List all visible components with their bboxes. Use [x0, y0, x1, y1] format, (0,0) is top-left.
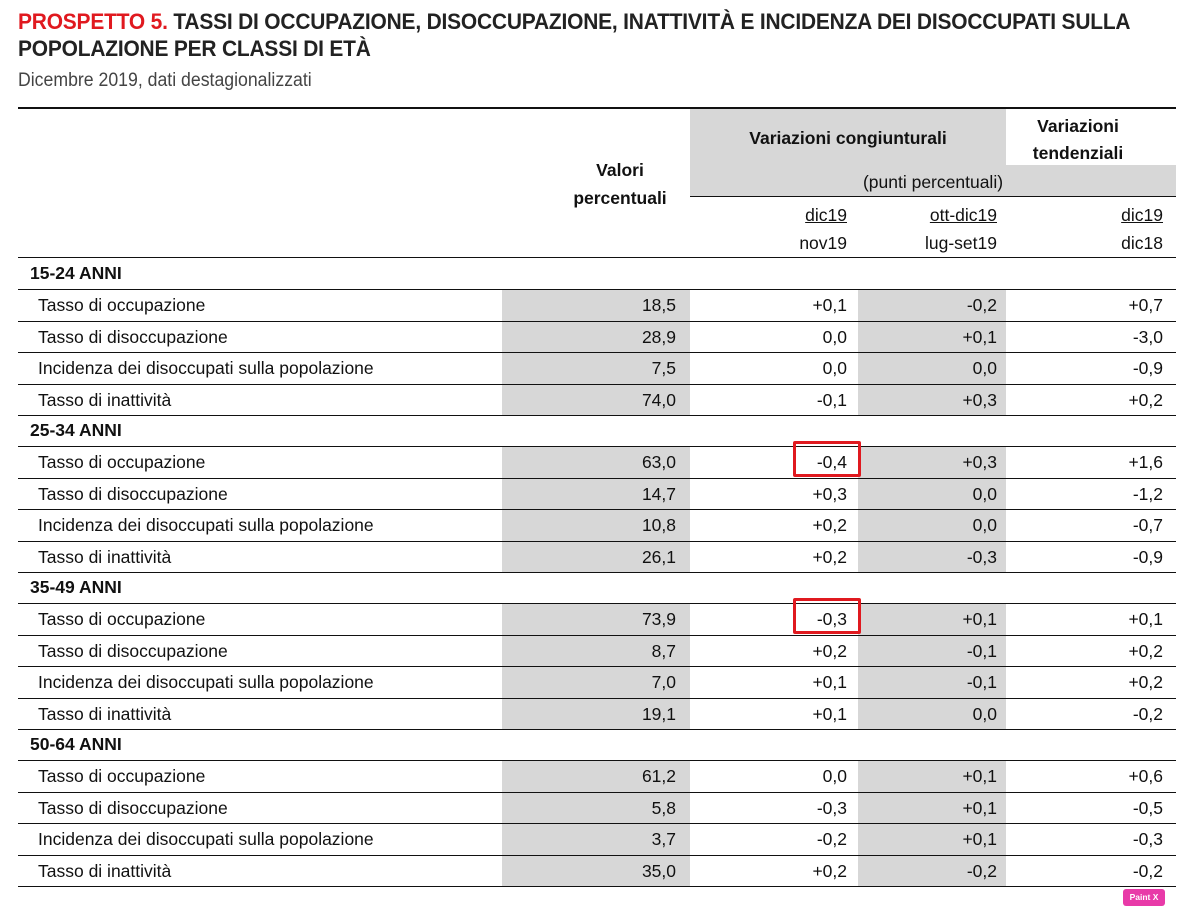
cong-month-cell: -0,1 [816, 389, 847, 410]
cong-quarter-cell: -0,2 [966, 860, 997, 881]
cong-quarter-cell: 0,0 [972, 515, 997, 536]
cong-quarter-cell: +0,3 [962, 389, 997, 410]
cong-quarter-cell: 0,0 [972, 483, 997, 504]
value-cell: 19,1 [641, 703, 676, 724]
row-label: Tasso di occupazione [38, 295, 206, 316]
title-line1: TASSI DI OCCUPAZIONE, DISOCCUPAZIONE, INATTIVITÀ E INCIDENZA DEI DISOCCUPATI SULLA [173, 9, 1131, 34]
tend-cell: -0,2 [1132, 860, 1163, 881]
value-cell: 28,9 [641, 326, 676, 347]
value-cell: 8,7 [651, 640, 676, 661]
cong-quarter-cell: +0,3 [962, 452, 997, 473]
cong-month-cell: +0,2 [812, 515, 847, 536]
value-cell: 61,2 [641, 766, 676, 787]
row-label: Tasso di inattività [38, 703, 172, 724]
row-label: Tasso di occupazione [38, 766, 206, 787]
group-header: 35-49 ANNI [30, 577, 122, 597]
tend-cell: +1,6 [1128, 452, 1163, 473]
tend-cell: +0,2 [1128, 672, 1163, 693]
value-cell: 5,8 [651, 797, 676, 818]
value-cell: 10,8 [641, 515, 676, 536]
cong-quarter-cell: +0,1 [962, 797, 997, 818]
tend-cell: -0,9 [1132, 358, 1163, 379]
cong-month-cell: +0,1 [812, 295, 847, 316]
value-cell: 63,0 [641, 452, 676, 473]
table-bottom-rule [18, 886, 1176, 887]
cong-quarter-cell: -0,1 [966, 672, 997, 693]
title-line2: POPOLAZIONE PER CLASSI DI ETÀ [18, 36, 371, 61]
row-label: Tasso di inattività [38, 546, 172, 567]
tend-cell: +0,2 [1128, 389, 1163, 410]
tend-cell: -0,7 [1132, 515, 1163, 536]
cong-quarter-cell: -0,2 [966, 295, 997, 316]
cong-quarter-cell: +0,1 [962, 326, 997, 347]
highlight-box [793, 598, 861, 633]
watermark-badge: Paint X lite [1123, 889, 1165, 906]
value-cell: 73,9 [641, 609, 676, 630]
header-punti: (punti percentuali) [862, 172, 1004, 192]
row-label: Tasso di disoccupazione [38, 326, 228, 347]
tend-cell: -0,3 [1132, 829, 1163, 850]
row-label: Tasso di disoccupazione [38, 640, 228, 661]
value-cell: 18,5 [641, 295, 676, 316]
group-header: 50-64 ANNI [30, 734, 122, 754]
value-cell: 3,7 [651, 829, 676, 850]
cong-month-cell: 0,0 [822, 358, 847, 379]
tend-cell: +0,6 [1128, 766, 1163, 787]
tend-cell: -0,9 [1132, 546, 1163, 567]
tend-cell: -1,2 [1132, 483, 1163, 504]
row-label: Tasso di disoccupazione [38, 797, 228, 818]
header-c2-top: ott-dic19 [929, 205, 997, 225]
header-c3-top: dic19 [1121, 205, 1163, 225]
cong-month-cell: +0,2 [812, 640, 847, 661]
tend-cell: +0,7 [1128, 295, 1163, 316]
cong-month-cell: +0,1 [812, 703, 847, 724]
cong-month-cell: 0,0 [822, 766, 847, 787]
cong-month-cell: +0,1 [812, 672, 847, 693]
cong-quarter-cell: +0,1 [962, 766, 997, 787]
row-label: Tasso di disoccupazione [38, 483, 228, 504]
header-c2-bot: lug-set19 [925, 233, 997, 253]
cong-month-cell: -0,2 [816, 829, 847, 850]
value-cell: 26,1 [641, 546, 676, 567]
page-subtitle: Dicembre 2019, dati destagionalizzati [18, 70, 312, 91]
title-prefix: PROSPETTO 5. [18, 9, 168, 34]
cong-quarter-cell: +0,1 [962, 829, 997, 850]
cong-quarter-cell: +0,1 [962, 609, 997, 630]
header-var-tend-2: tendenziali [1032, 143, 1124, 163]
cong-month-cell: +0,2 [812, 860, 847, 881]
value-cell: 7,0 [651, 672, 676, 693]
cong-month-cell: 0,0 [822, 326, 847, 347]
row-label: Incidenza dei disoccupati sulla popolazione [38, 515, 374, 536]
value-cell: 14,7 [641, 483, 676, 504]
tend-cell: +0,2 [1128, 640, 1163, 661]
cong-month-cell: -0,3 [816, 609, 847, 630]
row-label: Tasso di inattività [38, 860, 172, 881]
tend-cell: +0,1 [1128, 609, 1163, 630]
cong-quarter-cell: -0,3 [966, 546, 997, 567]
value-cell: 7,5 [651, 358, 676, 379]
header-c3-bot: dic18 [1121, 233, 1163, 253]
header-var-cong: Variazioni congiunturali [749, 128, 947, 148]
header-c1-top: dic19 [805, 205, 847, 225]
row-label: Incidenza dei disoccupati sulla popolazione [38, 358, 374, 379]
tend-cell: -0,2 [1132, 703, 1163, 724]
value-cell: 74,0 [641, 389, 676, 410]
row-label: Tasso di inattività [38, 389, 172, 410]
highlight-box [793, 441, 861, 476]
table-top-rule [18, 107, 1176, 109]
group-header: 15-24 ANNI [30, 263, 122, 283]
row-label: Tasso di occupazione [38, 609, 206, 630]
header-valori-2: percentuali [573, 188, 667, 208]
cong-quarter-cell: -0,1 [966, 640, 997, 661]
cong-month-cell: -0,4 [816, 452, 847, 473]
tend-cell: -3,0 [1132, 326, 1163, 347]
group-header: 25-34 ANNI [30, 420, 122, 440]
value-cell: 35,0 [641, 860, 676, 881]
cong-month-cell: +0,2 [812, 546, 847, 567]
row-label: Incidenza dei disoccupati sulla popolazione [38, 672, 374, 693]
header-c1-bot: nov19 [799, 233, 847, 253]
tend-cell: -0,5 [1132, 797, 1163, 818]
page-title [18, 8, 1131, 62]
header-valori-1: Valori [596, 160, 644, 180]
cong-month-cell: +0,3 [812, 483, 847, 504]
header-var-tend-1: Variazioni [1037, 116, 1119, 136]
row-label: Tasso di occupazione [38, 452, 206, 473]
row-label: Incidenza dei disoccupati sulla popolazione [38, 829, 374, 850]
cong-quarter-cell: 0,0 [972, 358, 997, 379]
cong-quarter-cell: 0,0 [972, 703, 997, 724]
cong-month-cell: -0,3 [816, 797, 847, 818]
